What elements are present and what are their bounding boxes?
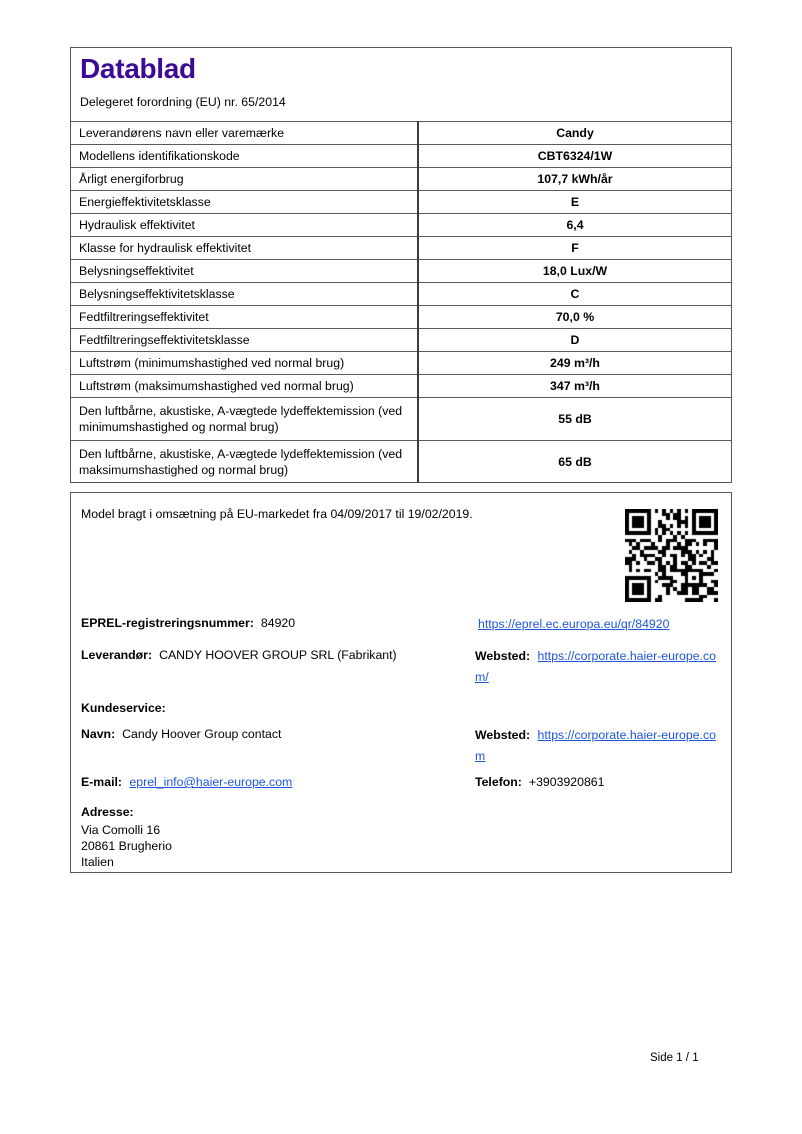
customer-service-heading: Kundeservice:	[81, 701, 166, 715]
spec-value: 18,0 Lux/W	[418, 260, 731, 283]
regulation-subtitle: Delegeret forordning (EU) nr. 65/2014	[80, 95, 286, 109]
address-line: Via Comolli 16	[81, 823, 161, 837]
spec-value: Candy	[418, 122, 731, 145]
eprel-number-row	[81, 615, 471, 632]
email-link[interactable]: eprel_info@haier-europe.com	[129, 775, 293, 789]
eprel-value: 84920	[260, 616, 296, 630]
table-row	[71, 329, 731, 352]
spec-label: Belysningseffektivitet	[71, 260, 418, 283]
spec-label: Modellens identifikationskode	[71, 145, 418, 168]
phone-row	[475, 774, 725, 791]
spec-label: Belysningseffektivitetsklasse	[71, 283, 418, 306]
spec-value: C	[418, 283, 731, 306]
address-line: 20861 Brugherio	[81, 839, 172, 853]
address-label: Adresse:	[81, 805, 134, 819]
spec-value: E	[418, 191, 731, 214]
table-row	[71, 237, 731, 260]
table-row	[71, 306, 731, 329]
email-label: E-mail:	[81, 775, 122, 789]
table-row	[71, 122, 731, 145]
spec-label: Fedtfiltreringseffektivitet	[71, 306, 418, 329]
supplier-website-row	[475, 646, 725, 688]
spec-value: 6,4	[418, 214, 731, 237]
address-line: Italien	[81, 855, 114, 869]
qr-code-icon	[625, 509, 718, 602]
spec-value: D	[418, 329, 731, 352]
service-website-row	[475, 725, 725, 767]
service-website-link[interactable]: https://corporate.haier-europe.com	[475, 728, 716, 763]
table-row	[71, 145, 731, 168]
spec-label: Luftstrøm (maksimumshastighed ved normal brug)	[71, 375, 418, 398]
spec-value: 55 dB	[418, 398, 731, 441]
spec-label: Årligt energiforbrug	[71, 168, 418, 191]
spec-value: 70,0 %	[418, 306, 731, 329]
spec-value: F	[418, 237, 731, 260]
spec-label: Leverandørens navn eller varemærke	[71, 122, 418, 145]
spec-value: 347 m³/h	[418, 375, 731, 398]
supplier-website-link[interactable]: https://corporate.haier-europe.com/	[475, 649, 716, 684]
registration-panel	[70, 492, 732, 873]
table-row	[71, 375, 731, 398]
name-value: Candy Hoover Group contact	[122, 727, 282, 741]
document-header	[71, 48, 731, 121]
supplier-row	[81, 647, 471, 664]
spec-label: Hydraulisk effektivitet	[71, 214, 418, 237]
spec-label: Luftstrøm (minimumshastighed ved normal brug)	[71, 352, 418, 375]
market-availability-text: Model bragt i omsætning på EU-markedet fra 04/09/2017 til 19/02/2019.	[81, 507, 473, 521]
website-label: Websted:	[475, 728, 531, 742]
table-row	[71, 260, 731, 283]
eprel-link-row	[478, 614, 728, 635]
service-name-row	[81, 726, 471, 743]
supplier-label: Leverandør:	[81, 648, 153, 662]
spec-label: Klasse for hydraulisk effektivitet	[71, 237, 418, 260]
eprel-label: EPREL-registreringsnummer:	[81, 616, 254, 630]
phone-value: +3903920861	[528, 775, 605, 789]
spec-label: Den luftbårne, akustiske, A-vægtede lydeffektemission (ved maksimumshastighed og normal brug)	[71, 441, 418, 484]
table-row	[71, 352, 731, 375]
datasheet-panel	[70, 47, 732, 483]
spec-value: CBT6324/1W	[418, 145, 731, 168]
name-label: Navn:	[81, 727, 116, 741]
table-row	[71, 191, 731, 214]
table-row	[71, 398, 731, 441]
spec-label: Den luftbårne, akustiske, A-vægtede lydeffektemission (ved minimumshastighed og normal brug)	[71, 398, 418, 441]
spec-value: 249 m³/h	[418, 352, 731, 375]
eprel-link[interactable]: https://eprel.ec.europa.eu/qr/84920	[478, 617, 670, 631]
email-row	[81, 774, 471, 791]
spec-value: 65 dB	[418, 441, 731, 484]
phone-label: Telefon:	[475, 775, 522, 789]
spec-table	[71, 121, 731, 483]
supplier-value: CANDY HOOVER GROUP SRL (Fabrikant)	[159, 648, 397, 662]
table-row	[71, 214, 731, 237]
spec-value: 107,7 kWh/år	[418, 168, 731, 191]
table-row	[71, 283, 731, 306]
spec-label: Fedtfiltreringseffektivitetsklasse	[71, 329, 418, 352]
table-row	[71, 168, 731, 191]
table-row	[71, 441, 731, 484]
website-label: Websted:	[475, 649, 531, 663]
spec-label: Energieffektivitetsklasse	[71, 191, 418, 214]
page-indicator: Side 1 / 1	[650, 1052, 699, 1064]
page-title: Datablad	[80, 53, 196, 84]
